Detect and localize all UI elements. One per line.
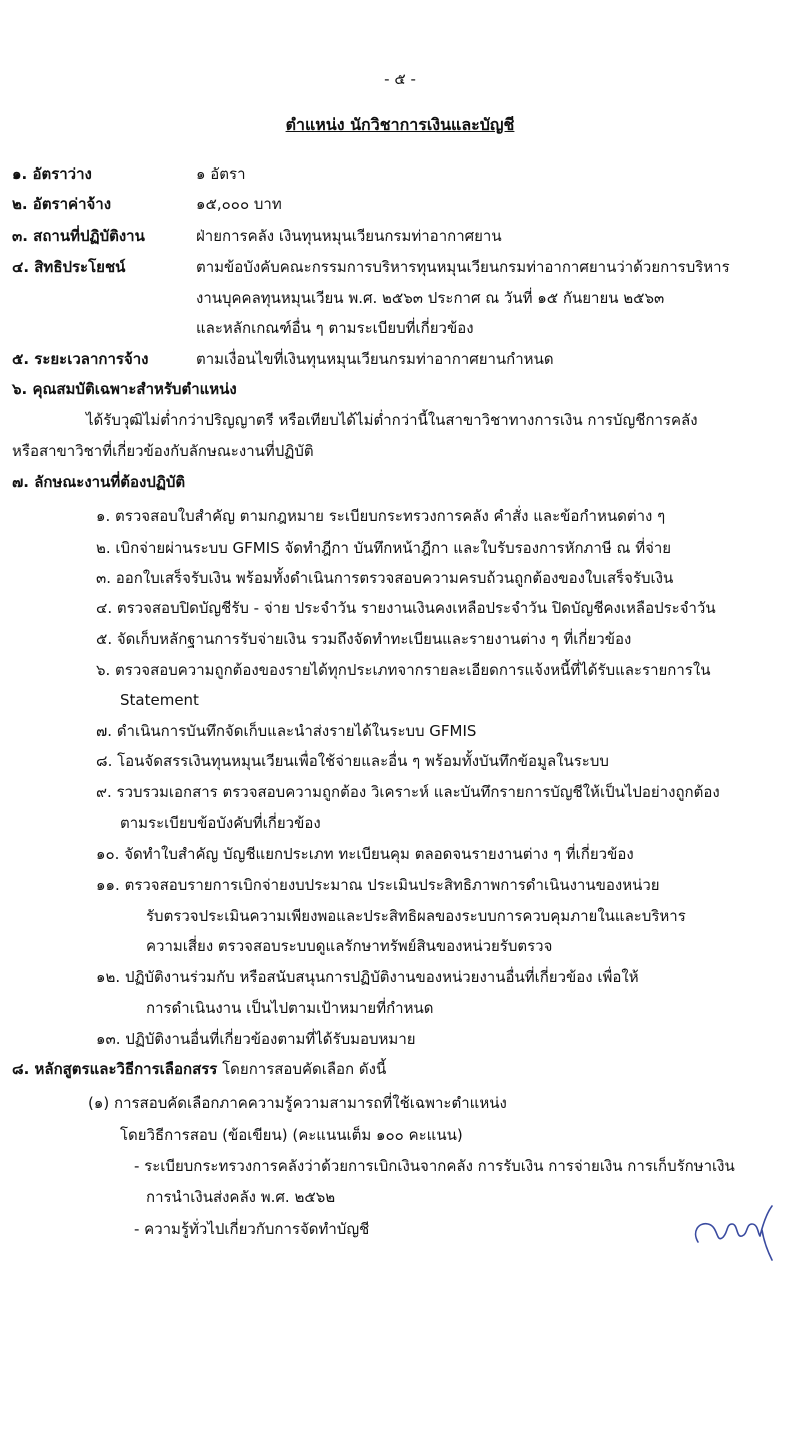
- selection-heading-row: [12, 1058, 386, 1080]
- field-value-workplace: ฝ่ายการคลัง เงินทุนหมุนเวียนกรมท่าอากาศยาน: [196, 227, 502, 245]
- duties-heading: ๗. ลักษณะงานที่ต้องปฏิบัติ: [12, 473, 186, 491]
- duty-item: ๒. เบิกจ่ายผ่านระบบ GFMIS จัดทำฎีกา บันทึกหน้าฎีกา และใบรับรองการหักภาษี ณ ที่จ่าย: [96, 539, 672, 557]
- field-label-duration: ๕. ระยะเวลาการจ้าง: [12, 350, 149, 368]
- qualification-line: ได้รับวุฒิไม่ต่ำกว่าปริญญาตรี หรือเทียบได้ไม่ต่ำกว่านี้ในสาขาวิชาทางการเงิน การบัญชีการคลัง: [86, 411, 698, 429]
- selection-sub-item: (๑) การสอบคัดเลือกภาคความรู้ความสามารถที่ใช้เฉพาะตำแหน่ง: [88, 1094, 507, 1112]
- duty-item: ๑๒. ปฏิบัติงานร่วมกับ หรือสนับสนุนการปฏิบัติงานของหน่วยงานอื่นที่เกี่ยวข้อง เพื่อให้: [96, 968, 639, 986]
- duty-item-continuation: Statement: [120, 691, 199, 709]
- field-value-benefits-line: งานบุคคลทุนหมุนเวียน พ.ศ. ๒๕๖๓ ประกาศ ณ วันที่ ๑๕ กันยายน ๒๕๖๓: [196, 289, 665, 307]
- field-label-benefits: ๔. สิทธิประโยชน์: [12, 258, 126, 276]
- field-label-workplace: ๓. สถานที่ปฏิบัติงาน: [12, 227, 145, 245]
- field-label-wage: ๒. อัตราค่าจ้าง: [12, 195, 112, 213]
- qualification-line: หรือสาขาวิชาที่เกี่ยวข้องกับลักษณะงานที่ปฏิบัติ: [12, 442, 314, 460]
- field-value-vacancy: ๑ อัตรา: [196, 165, 246, 183]
- duty-item: ๓. ออกใบเสร็จรับเงิน พร้อมทั้งดำเนินการตรวจสอบความครบถ้วนถูกต้องของใบเสร็จรับเงิน: [96, 569, 674, 587]
- qualification-heading: ๖. คุณสมบัติเฉพาะสำหรับตำแหน่ง: [12, 380, 237, 398]
- field-value-duration: ตามเงื่อนไขที่เงินทุนหมุนเวียนกรมท่าอากาศยานกำหนด: [196, 350, 554, 368]
- duty-item: ๔. ตรวจสอบปิดบัญชีรับ - จ่าย ประจำวัน รายงานเงินคงเหลือประจำวัน ปิดบัญชีคงเหลือประจำวัน: [96, 599, 716, 617]
- duty-item: ๖. ตรวจสอบความถูกต้องของรายได้ทุกประเภทจากรายละเอียดการแจ้งหนี้ที่ได้รับและรายการใน: [96, 661, 711, 679]
- duty-item-continuation: ตามระเบียบข้อบังคับที่เกี่ยวข้อง: [120, 814, 321, 832]
- selection-heading: ๘. หลักสูตรและวิธีการเลือกสรร: [12, 1060, 218, 1078]
- duty-item: ๕. จัดเก็บหลักฐานการรับจ่ายเงิน รวมถึงจัดทำทะเบียนและรายงานต่าง ๆ ที่เกี่ยวข้อง: [96, 630, 632, 648]
- position-title: ตำแหน่ง นักวิชาการเงินและบัญชี: [285, 115, 515, 134]
- duty-item: ๗. ดำเนินการบันทึกจัดเก็บและนำส่งรายได้ในระบบ GFMIS: [96, 722, 477, 740]
- duty-item: ๙. รวบรวมเอกสาร ตรวจสอบความถูกต้อง วิเคราะห์ และบันทึกรายการบัญชีให้เป็นไปอย่างถูกต้อง: [96, 783, 720, 801]
- page-number: - ๕ -: [384, 70, 416, 88]
- field-value-benefits-line: และหลักเกณฑ์อื่น ๆ ตามระเบียบที่เกี่ยวข้อง: [196, 319, 474, 337]
- duty-item-continuation: รับตรวจประเมินความเพียงพอและประสิทธิผลของระบบการควบคุมภายในและบริหาร: [146, 907, 686, 925]
- field-label-vacancy: ๑. อัตราว่าง: [12, 165, 92, 183]
- signature-image: [688, 1198, 778, 1264]
- field-value-wage: ๑๕,๐๐๐ บาท: [196, 195, 282, 213]
- selection-bullet: - ระเบียบกระทรวงการคลังว่าด้วยการเบิกเงินจากคลัง การรับเงิน การจ่ายเงิน การเก็บรักษาเงิน: [134, 1157, 735, 1175]
- selection-bullet-continuation: การนำเงินส่งคลัง พ.ศ. ๒๕๖๒: [146, 1188, 336, 1206]
- selection-sub-item-continuation: โดยวิธีการสอบ (ข้อเขียน) (คะแนนเต็ม ๑๐๐ คะแนน): [120, 1126, 463, 1144]
- selection-bullet: - ความรู้ทั่วไปเกี่ยวกับการจัดทำบัญชี: [134, 1220, 370, 1238]
- duty-item: ๑๑. ตรวจสอบรายการเบิกจ่ายงบประมาณ ประเมินประสิทธิภาพการดำเนินงานของหน่วย: [96, 876, 660, 894]
- duty-item-continuation: ความเสี่ยง ตรวจสอบระบบดูแลรักษาทรัพย์สินของหน่วยรับตรวจ: [146, 937, 553, 955]
- field-value-benefits-line: ตามข้อบังคับคณะกรรมการบริหารทุนหมุนเวียนกรมท่าอากาศยานว่าด้วยการบริหาร: [196, 258, 730, 276]
- selection-heading-suffix: โดยการสอบคัดเลือก ดังนี้: [222, 1060, 387, 1078]
- signature-stroke: [696, 1206, 772, 1260]
- duty-item: ๑๓. ปฏิบัติงานอื่นที่เกี่ยวข้องตามที่ได้รับมอบหมาย: [96, 1030, 416, 1048]
- duty-item: ๑. ตรวจสอบใบสำคัญ ตามกฎหมาย ระเบียบกระทรวงการคลัง คำสั่ง และข้อกำหนดต่าง ๆ: [96, 507, 666, 525]
- duty-item: ๑๐. จัดทำใบสำคัญ บัญชีแยกประเภท ทะเบียนคุม ตลอดจนรายงานต่าง ๆ ที่เกี่ยวข้อง: [96, 845, 634, 863]
- duty-item: ๘. โอนจัดสรรเงินทุนหมุนเวียนเพื่อใช้จ่ายและอื่น ๆ พร้อมทั้งบันทึกข้อมูลในระบบ: [96, 752, 609, 770]
- duty-item-continuation: การดำเนินงาน เป็นไปตามเป้าหมายที่กำหนด: [146, 999, 434, 1017]
